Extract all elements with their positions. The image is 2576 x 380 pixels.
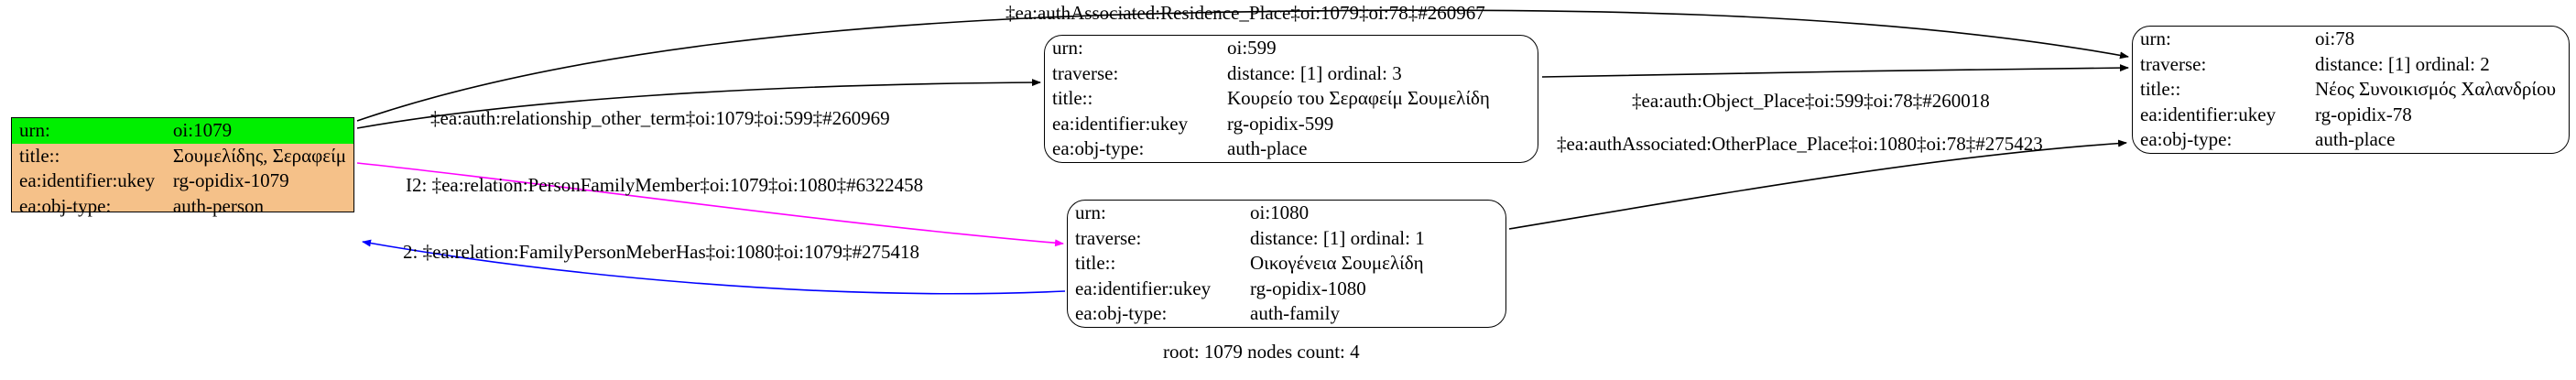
edge-auth-object-place [1542,68,2128,77]
node-row [2133,77,2563,103]
row-key: ea:obj-type: [1075,302,1168,325]
row-key: urn: [2140,27,2171,49]
edge-label-auth-object-place: ‡ea:auth:Object_Place‡oi:599‡oi:78‡#260018 [1632,90,1990,112]
node-row [1045,86,1497,112]
node-row [1068,201,1432,226]
row-value: Σουμελίδης, Σεραφείμ [172,144,346,167]
edge-label-auth-associated-other-place: ‡ea:authAssociated:OtherPlace_Place‡oi:1080‡oi:78‡#275423 [1557,133,2043,155]
node-row [1045,36,1497,61]
row-value: rg-opidix-1080 [1250,277,1366,299]
node-row [1045,136,1497,162]
row-key: title:: [1052,87,1093,110]
row-value: oi:1080 [1250,201,1310,223]
row-key: ea:obj-type: [1052,137,1145,160]
row-value: Οικογένεια Σουμελίδη [1250,252,1424,275]
row-value: oi:599 [1227,37,1277,59]
node-row [12,144,353,169]
row-value: rg-opidix-78 [2315,103,2412,125]
edge-label-auth-relationship-other-term: ‡ea:auth:relationship_other_term‡oi:1079‡oi:599‡#260969 [430,107,890,129]
node-row [1045,61,1497,87]
node-row [12,194,353,220]
row-key: title:: [19,144,60,167]
edge-auth-associated-other-place [1509,143,2126,229]
row-key: ea:identifier:ukey [2140,103,2277,125]
graph-footer-label: root: 1079 nodes count: 4 [1163,341,1360,363]
row-key: ea:obj-type: [2140,128,2233,151]
row-key: traverse: [1052,61,1119,84]
node-row [1045,112,1497,137]
row-value: Νέος Συνοικισμός Χαλανδρίου [2315,78,2556,101]
node-family-1080[interactable] [1067,200,1506,328]
row-value: distance: [1] ordinal: 3 [1227,61,1402,84]
node-place-599[interactable] [1044,35,1538,163]
row-value: oi:1079 [166,118,353,144]
edge-label-relation-person-family-member: I2: ‡ea:relation:PersonFamilyMember‡oi:1079‡oi:1080‡#6322458 [406,174,924,196]
row-key: title:: [2140,78,2181,101]
node-row [2133,52,2563,78]
row-key: ea:obj-type: [19,194,112,217]
row-value: auth-family [1250,302,1340,325]
row-key: title:: [1075,252,1116,275]
row-key: urn: [12,118,166,144]
row-value: rg-opidix-1079 [172,169,289,192]
node-row [12,168,353,194]
row-value: distance: [1] ordinal: 1 [1250,226,1425,249]
node-row [1068,301,1432,327]
node-row [12,118,353,144]
node-row [2133,27,2563,52]
row-key: urn: [1075,201,1106,223]
row-key: traverse: [1075,226,1142,249]
node-row [1068,251,1432,277]
node-place-78[interactable] [2132,26,2570,154]
row-value: auth-place [2315,128,2396,151]
node-row [1068,277,1432,302]
row-value: distance: [1] ordinal: 2 [2315,52,2490,75]
row-key: urn: [1052,37,1083,59]
row-value: Κουρείο του Σεραφείμ Σουμελίδη [1227,87,1490,110]
row-value: oi:78 [2315,27,2355,49]
row-value: rg-opidix-599 [1227,112,1334,135]
node-row [1068,226,1432,252]
node-row [2133,127,2563,153]
edge-label-relation-family-person-member-has: 2: ‡ea:relation:FamilyPersonMeberHas‡oi:1080‡oi:1079‡#275418 [403,241,920,263]
row-key: ea:identifier:ukey [1052,112,1189,135]
node-row [2133,103,2563,128]
row-key: ea:identifier:ukey [19,169,156,192]
row-key: traverse: [2140,52,2207,75]
edge-label-auth-associated-residence-place: ‡ea:authAssociated:Residence_Place‡oi:1079‡oi:78‡#260967 [1005,2,1485,24]
row-value: auth-place [1227,137,1308,160]
row-key: ea:identifier:ukey [1075,277,1212,299]
node-person-1079[interactable] [11,117,354,217]
row-value: auth-person [172,194,265,217]
